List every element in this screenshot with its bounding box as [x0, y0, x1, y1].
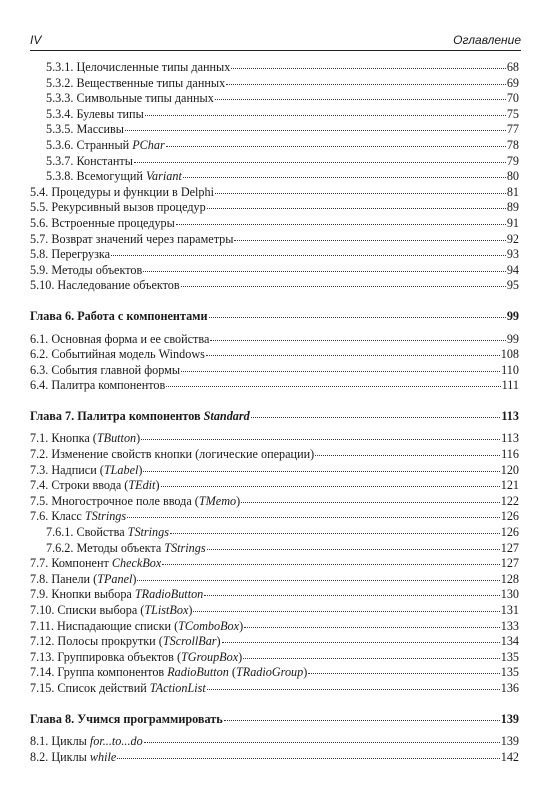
dot-leader: [137, 570, 499, 581]
toc-page-number: 70: [506, 91, 519, 106]
toc-entry-title: Глава 6. Работа с компонентами: [30, 308, 208, 323]
toc-entry-title: 7.15. Список действий TActionList: [30, 680, 206, 695]
toc-entry-title: 5.9. Методы объектов: [30, 262, 143, 277]
dot-leader: [141, 429, 500, 440]
toc-entry-title: 7.7. Компонент CheckBox: [30, 556, 162, 571]
toc-entry-title: 7.6.1. Свойства TStrings: [46, 525, 169, 540]
toc-entry[interactable]: [30, 278, 519, 294]
toc-entry-title: 7.10. Списки выбора (TListBox): [30, 603, 193, 617]
dot-leader: [207, 679, 500, 690]
toc-entry-title: 6.3. События главной формы: [30, 362, 181, 377]
dot-leader: [207, 539, 500, 550]
toc-page-number: 139: [500, 734, 519, 749]
running-title: Оглавление: [453, 33, 521, 47]
toc-page-number: 135: [500, 665, 519, 680]
toc-entry[interactable]: [30, 378, 519, 394]
toc-page-number: 135: [500, 649, 519, 664]
toc-entry-title: 7.4. Строки ввода (TEdit): [30, 478, 160, 493]
dot-leader: [204, 585, 499, 596]
toc-page-number: 92: [506, 231, 519, 246]
dot-leader: [226, 74, 506, 85]
dot-leader: [234, 230, 505, 241]
toc-page-number: 113: [501, 431, 519, 446]
toc-page-number: 127: [500, 540, 519, 555]
toc-page-number: 80: [506, 169, 519, 184]
toc-page-number: 94: [506, 262, 519, 277]
toc-entry-title: 5.6. Встроенные процедуры: [30, 215, 175, 230]
dot-leader: [308, 663, 499, 674]
toc-page-number: 130: [500, 587, 519, 602]
toc-page-number: 127: [500, 556, 519, 571]
dot-leader: [231, 58, 505, 69]
toc-entry-title: 7.12. Полосы прокрутки (TScrollBar): [30, 634, 221, 649]
dot-leader: [183, 167, 506, 178]
dot-leader: [170, 523, 500, 534]
toc-entry-title: 5.10. Наследование объектов: [30, 278, 180, 293]
toc-page-number: 110: [501, 362, 519, 377]
toc-page-number: 99: [506, 308, 519, 323]
dot-leader: [162, 554, 499, 565]
dot-leader: [143, 261, 506, 272]
dot-leader: [224, 710, 500, 721]
toc-entry-title: 7.6.2. Методы объекта TStrings: [46, 540, 206, 555]
dot-leader: [161, 476, 500, 487]
dot-leader: [251, 407, 501, 418]
toc-entry-title: 5.3.5. Массивы: [46, 122, 124, 137]
toc-page-number: 139: [500, 711, 519, 726]
toc-entry-title: 5.3.6. Странный PChar: [46, 137, 165, 152]
dot-leader: [215, 89, 506, 100]
dot-leader: [127, 507, 500, 518]
toc-page-number: 68: [506, 60, 519, 74]
dot-leader: [315, 445, 500, 456]
toc-entry-title: 7.8. Панели (TPanel): [30, 571, 137, 586]
toc-entry-title: 5.3.4. Булевы типы: [46, 106, 144, 121]
dot-leader: [134, 152, 506, 163]
toc-page-number: 133: [500, 618, 519, 633]
dot-leader: [215, 183, 506, 194]
toc-entry-title: 8.2. Циклы while: [30, 749, 117, 764]
toc-page-number: 121: [500, 478, 519, 493]
dot-leader: [210, 330, 505, 341]
toc-page-number: 136: [500, 680, 519, 695]
toc-entry-title: 8.1. Циклы for...to...do: [30, 734, 143, 749]
dot-leader: [125, 120, 506, 131]
toc-entry-title: 7.11. Ниспадающие списки (TComboBox): [30, 618, 244, 633]
dot-leader: [111, 245, 506, 256]
toc-page-number: 128: [500, 571, 519, 586]
toc-entry-title: 6.2. Событийная модель Windows: [30, 347, 205, 362]
toc-entry-title: 5.3.8. Всемогущий Variant: [46, 169, 182, 184]
toc-entry-title: 7.3. Надписи (TLabel): [30, 462, 143, 477]
dot-leader: [176, 214, 506, 225]
toc-page-number: 95: [506, 278, 519, 293]
dot-leader: [117, 748, 499, 759]
dot-leader: [222, 632, 500, 643]
dot-leader: [145, 105, 506, 116]
toc-chapter-entry[interactable]: [30, 409, 519, 425]
dot-leader: [244, 617, 500, 628]
toc-page-number: 99: [506, 331, 519, 346]
toc-entry-title: 5.8. Перегрузка: [30, 247, 111, 262]
toc-page-number: 77: [506, 122, 519, 137]
dot-leader: [166, 136, 506, 147]
toc-page-number: 113: [501, 408, 519, 423]
dot-leader: [241, 492, 500, 503]
toc-page-number: 131: [500, 603, 519, 617]
toc-page-number: 126: [500, 509, 519, 524]
toc-entry-title: Глава 7. Палитра компонентов Standard: [30, 408, 250, 423]
toc-page-number: 89: [506, 200, 519, 215]
dot-leader: [206, 345, 500, 356]
toc-entry-title: 5.3.1. Целочисленные типы данных: [46, 60, 231, 74]
toc-entry-title: 5.4. Процедуры и функции в Delphi: [30, 184, 214, 199]
toc-entry-title: 7.9. Кнопки выбора TRadioButton: [30, 587, 204, 602]
toc-entry-title: 5.7. Возврат значений через параметры: [30, 231, 234, 246]
toc-page-number: 126: [500, 525, 519, 540]
toc-entry-title: 7.6. Класс TStrings: [30, 509, 127, 524]
toc-entry-title: 5.3.7. Константы: [46, 153, 133, 168]
toc-entry-title: 6.4. Палитра компонентов: [30, 378, 166, 393]
toc-page-number: 120: [500, 462, 519, 477]
running-header: [30, 30, 521, 51]
toc-entry-title: 7.1. Кнопка (TButton): [30, 431, 141, 446]
toc-entry[interactable]: [30, 750, 519, 766]
toc-entry-title: 7.13. Группировка объектов (TGroupBox): [30, 649, 243, 664]
table-of-contents: [30, 60, 519, 765]
toc-entry-title: 7.5. Многострочное поле ввода (TMemo): [30, 493, 241, 508]
toc-page-number: 111: [501, 378, 519, 393]
toc-chapter-entry[interactable]: [30, 712, 519, 728]
dot-leader: [143, 461, 499, 472]
dot-leader: [209, 307, 506, 318]
dot-leader: [181, 276, 506, 287]
dot-leader: [144, 732, 500, 743]
toc-page-number: 93: [506, 247, 519, 262]
toc-page-number: 142: [500, 749, 519, 764]
toc-entry-title: 5.3.2. Вещественные типы данных: [46, 75, 226, 90]
dot-leader: [243, 648, 500, 659]
toc-page-number: 134: [500, 634, 519, 649]
toc-entry[interactable]: [30, 681, 519, 697]
toc-entry-title: 5.5. Рекурсивный вызов процедур: [30, 200, 206, 215]
toc-page-number: 75: [506, 106, 519, 121]
dot-leader: [207, 198, 506, 209]
toc-page-number: 122: [500, 493, 519, 508]
dot-leader: [193, 601, 499, 612]
toc-entry-title: 7.2. Изменение свойств кнопки (логические операции): [30, 447, 315, 462]
toc-page-number: 116: [501, 447, 519, 462]
toc-entry-title: Глава 8. Учимся программировать: [30, 711, 223, 726]
toc-page-number: 79: [506, 153, 519, 168]
dot-leader: [181, 361, 500, 372]
page-number-roman: IV: [30, 33, 42, 47]
toc-page-number: 78: [506, 137, 519, 152]
toc-page-number: 69: [506, 75, 519, 90]
toc-page-number: 108: [500, 347, 519, 362]
toc-page-number: 91: [506, 215, 519, 230]
toc-entry-title: 7.14. Группа компонентов RadioButton (TRadioGroup): [30, 665, 308, 680]
dot-leader: [166, 376, 500, 387]
toc-chapter-entry[interactable]: [30, 309, 519, 325]
toc-entry-title: 6.1. Основная форма и ее свойства: [30, 331, 210, 346]
toc-entry-title: 5.3.3. Символьные типы данных: [46, 91, 214, 106]
toc-page-number: 81: [506, 184, 519, 199]
